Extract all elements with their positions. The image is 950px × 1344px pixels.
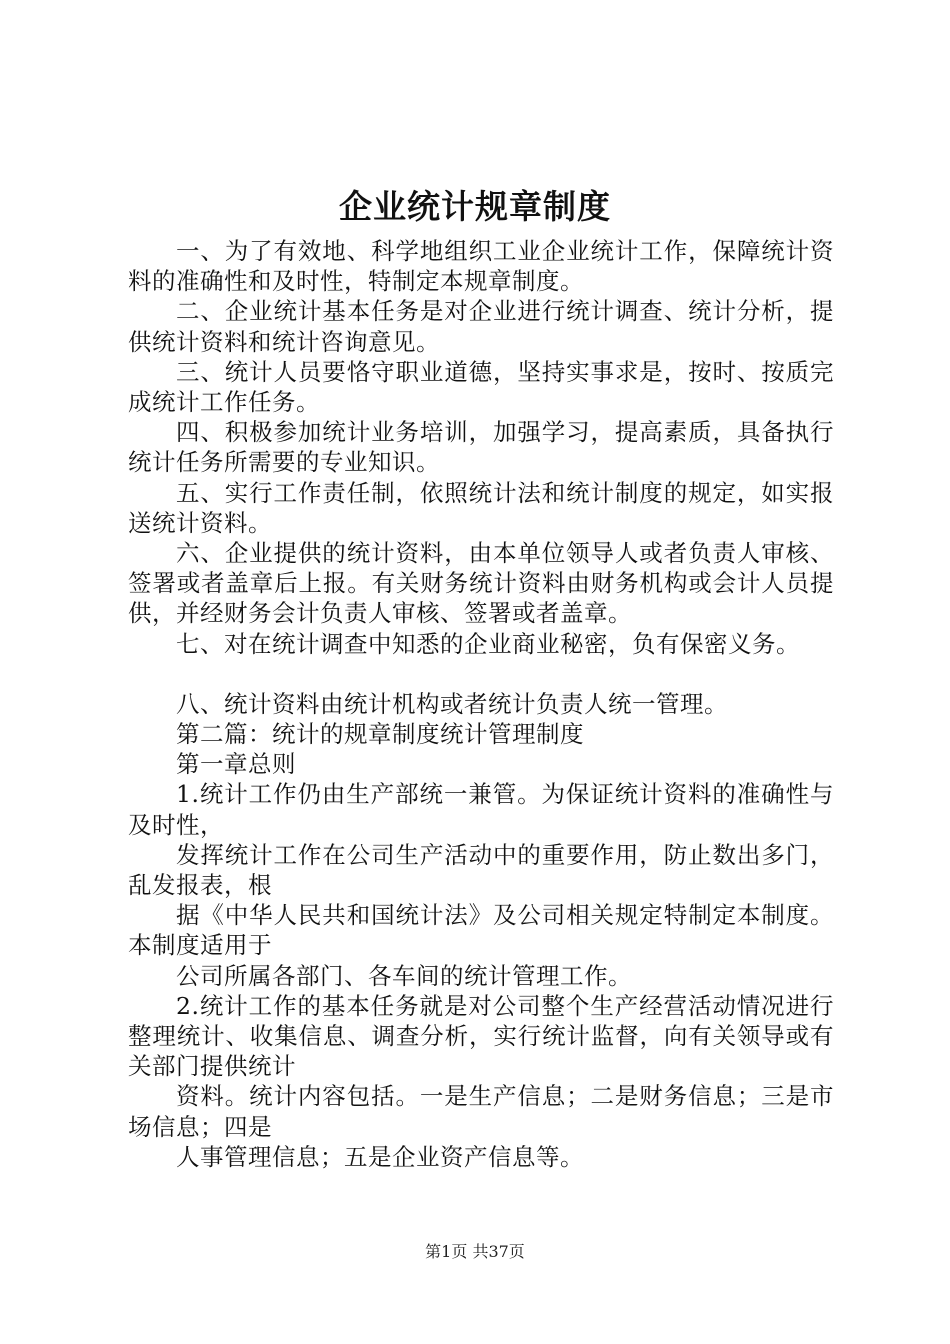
- paragraph-14: 资料。统计内容包括。一是生产信息；二是财务信息；三是市场信息；四是: [128, 1082, 834, 1141]
- section-heading-part-two: 第二篇：统计的规章制度统计管理制度: [176, 720, 584, 749]
- paragraph-15: 人事管理信息；五是企业资产信息等。: [176, 1142, 584, 1171]
- paragraph-3: 三、统计人员要恪守职业道德，坚持实事求是，按时、按质完成统计工作任务。: [128, 357, 834, 417]
- paragraph-4: 四、积极参加统计业务培训，加强学习，提高素质，具备执行统计任务所需要的专业知识。: [128, 418, 834, 477]
- paragraph-5: 五、实行工作责任制，依照统计法和统计制度的规定，如实报送统计资料。: [128, 478, 834, 537]
- chapter-heading-general: 第一章总则: [176, 750, 296, 779]
- paragraph-13: 2.统计工作的基本任务就是对公司整个生产经营活动情况进行整理统计、收集信息、调查分析，实行统计监督，向有关领导或有关部门提供统计: [128, 991, 834, 1081]
- document-body: [128, 236, 834, 1172]
- document-title: 企业统计规章制度: [339, 187, 611, 226]
- paragraph-12: 公司所属各部门、各车间的统计管理工作。: [176, 961, 632, 990]
- paragraph-11: 据《中华人民共和国统计法》及公司相关规定特制定本制度。本制度适用于: [128, 901, 834, 960]
- paragraph-1: 一、为了有效地、科学地组织工业企业统计工作，保障统计资料的准确性和及时性，特制定本规章制度。: [128, 237, 834, 296]
- paragraph-7: 七、对在统计调查中知悉的企业商业秘密，负有保密义务。: [176, 629, 800, 658]
- paragraph-10: 发挥统计工作在公司生产活动中的重要作用，防止数出多门，乱发报表，根: [128, 840, 834, 900]
- paragraph-8: 八、统计资料由统计机构或者统计负责人统一管理。: [176, 689, 728, 718]
- paragraph-2: 二、企业统计基本任务是对企业进行统计调查、统计分析，提供统计资料和统计咨询意见。: [128, 297, 834, 356]
- page-number-footer: 第1页 共37页: [425, 1242, 525, 1261]
- paragraph-9: 1.统计工作仍由生产部统一兼管。为保证统计资料的准确性与及时性，: [128, 780, 834, 839]
- paragraph-6: 六、企业提供的统计资料，由本单位领导人或者负责人审核、签署或者盖章后上报。有关财务统计资料由财务机构或会计人员提供，并经财务会计负责人审核、签署或者盖章。: [128, 539, 834, 628]
